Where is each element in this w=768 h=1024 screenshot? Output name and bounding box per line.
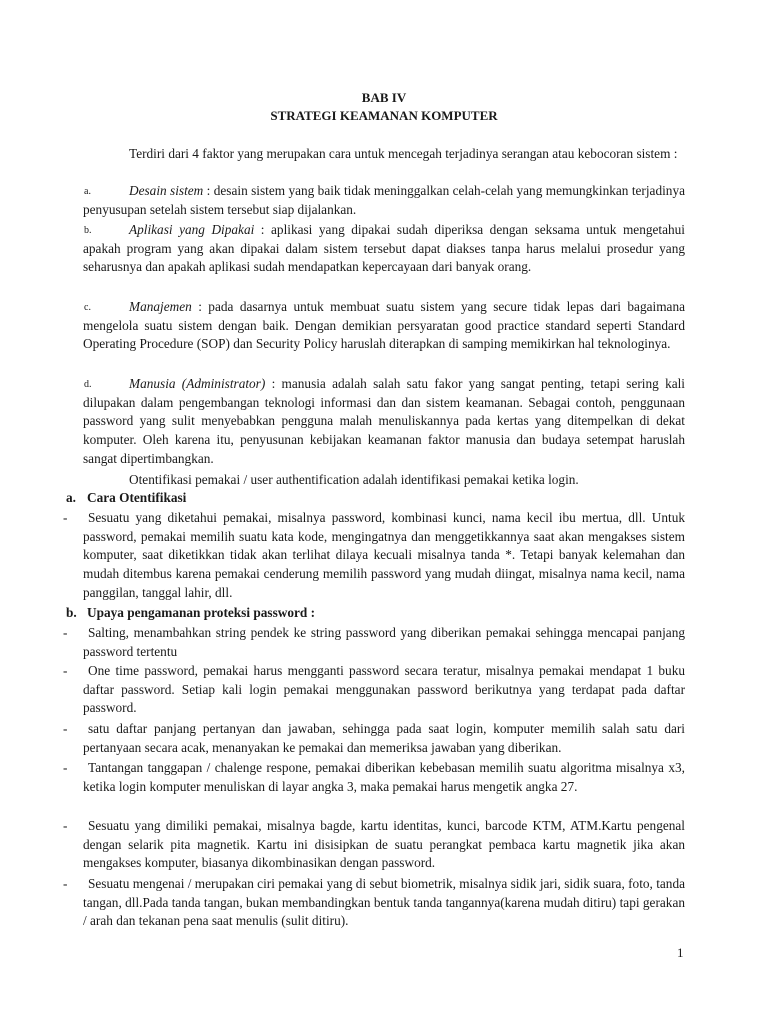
factor-text: : pada dasarnya untuk membuat suatu sistem yang secure tidak lepas dari bagaimana mengelola suatu sistem dengan baik. Dengan demikian persyaratan good practice standard seperti Standard Operating Procedure (SOP) dan Security Policy haruslah diterapkan di samping memikirkan hal teknologinya.	[83, 299, 685, 352]
bullet-dash: -	[63, 721, 68, 736]
factor-term: Aplikasi yang Dipakai	[129, 222, 255, 237]
factor-label: a.	[84, 186, 91, 197]
authentication-definition: Otentifikasi pemakai / user authentification adalah identifikasi pemakai ketika login.	[129, 472, 579, 487]
factor-term: Desain sistem	[129, 183, 204, 198]
factor-item	[83, 221, 685, 277]
bullet-dash: -	[63, 876, 68, 891]
factor-item	[83, 375, 685, 469]
section-title: Cara Otentifikasi	[87, 490, 187, 505]
section-b-heading	[66, 604, 315, 622]
list-item: Sesuatu mengenai / merupakan ciri pemakai yang di sebut biometrik, misalnya sidik jari, sidik suara, foto, tanda tangan, dll.Pada tanda tangan, bukan membandingkan bentuk tanda tangannya(karena mudah ditiru) tapi gerakan / arah dan tekanan pena saat menulis (sulit ditiru).	[83, 876, 685, 929]
page-number: 1	[677, 945, 684, 960]
factor-text: : aplikasi yang dipakai sudah diperiksa dengan seksama untuk mengetahui apakah program yang akan dipakai dalam sistem tersebut dapat diakses tanpa harus melalui prosedur yang seharusnya dan apakah aplikasi sudah mendapatkan kepercayaan dari banyak orang.	[83, 222, 685, 275]
factor-item	[83, 182, 685, 219]
factor-label: b.	[84, 225, 92, 236]
section-a-heading	[66, 489, 186, 507]
list-item: satu daftar panjang pertanyan dan jawaban, sehingga pada saat login, komputer memilih salah satu dari pertanyaan secara acak, menanyakan ke pemakai dan memeriksa jawaban yang diberikan.	[83, 721, 685, 755]
bullet-dash: -	[63, 818, 68, 833]
factor-item	[83, 298, 685, 354]
bullet-dash: -	[63, 760, 68, 775]
factor-text: : desain sistem yang baik tidak meninggalkan celah-celah yang memungkinkan terjadinya penyusupan setelah sistem tersebut siap dijalankan.	[83, 183, 685, 217]
chapter-heading: BAB IV	[361, 90, 407, 105]
factor-term: Manajemen	[129, 299, 192, 314]
list-item: Tantangan tanggapan / chalenge respone, pemakai diberikan kebebasan memilih suatu algoritma misalnya x3, ketika login komputer menuliskan di layar angka 3, maka pemakai harus mengetik angka 27.	[83, 760, 685, 794]
list-item: One time password, pemakai harus mengganti password secara teratur, misalnya pemakai mendapat 1 buku daftar password. Setiap kali login pemakai menggunakan password berikutnya yang terdapat pada daftar password.	[83, 663, 685, 716]
list-item: Sesuatu yang dimiliki pemakai, misalnya bagde, kartu identitas, kunci, barcode KTM, ATM.Kartu pengenal dengan selarik pita magnetik. Kartu ini disisipkan de suatu perangkat pembaca kartu magnetik jika akan mengakses komputer, biasanya dikombinasikan dengan password.	[83, 818, 685, 871]
section-title: Upaya pengamanan proteksi password :	[87, 605, 316, 620]
bullet-dash: -	[63, 625, 68, 640]
factor-text: : manusia adalah salah satu fakor yang sangat penting, tetapi sering kali dilupakan dalam pengembangan teknologi informasi dan dan sistem keamanan. Sebagai contoh, penggunaan password yang sulit menyebabkan pengguna malah menuliskannya pada kertas yang ditempelkan di dekat komputer. Oleh karena itu, penyusunan kebijakan keamanan faktor manusia dan budaya setempat haruslah sangat dipertimbangkan.	[83, 376, 686, 466]
bullet-dash: -	[63, 510, 68, 525]
intro-paragraph: Terdiri dari 4 faktor yang merupakan cara untuk mencegah terjadinya serangan atau kebocoran sistem :	[129, 146, 678, 161]
list-item: Sesuatu yang diketahui pemakai, misalnya password, kombinasi kunci, nama kecil ibu mertua, dll. Untuk password, pemakai memilih suatu kata kode, mengingatnya dan menggetikkannya saat akan mengakses sistem komputer, saat diketikkan tidak akan terlihat dilaya kecuali misalnya tanda *. Tetapi banyak kelemahan dan mudah ditembus karena pemakai cenderung memilih password yang mudah diingat, misalnya nama kecil, nama panggilan, tanggal lahir, dll.	[83, 510, 685, 600]
section-number: b.	[66, 605, 77, 620]
factor-label: d.	[84, 379, 92, 390]
page-title: STRATEGI KEAMANAN KOMPUTER	[270, 108, 498, 123]
bullet-dash: -	[63, 663, 68, 678]
list-item: Salting, menambahkan string pendek ke string password yang diberikan pemakai sehingga mencapai panjang password tertentu	[83, 625, 685, 659]
factor-label: c.	[84, 302, 91, 313]
section-number: a.	[66, 490, 76, 505]
factor-term: Manusia (Administrator)	[129, 376, 266, 391]
